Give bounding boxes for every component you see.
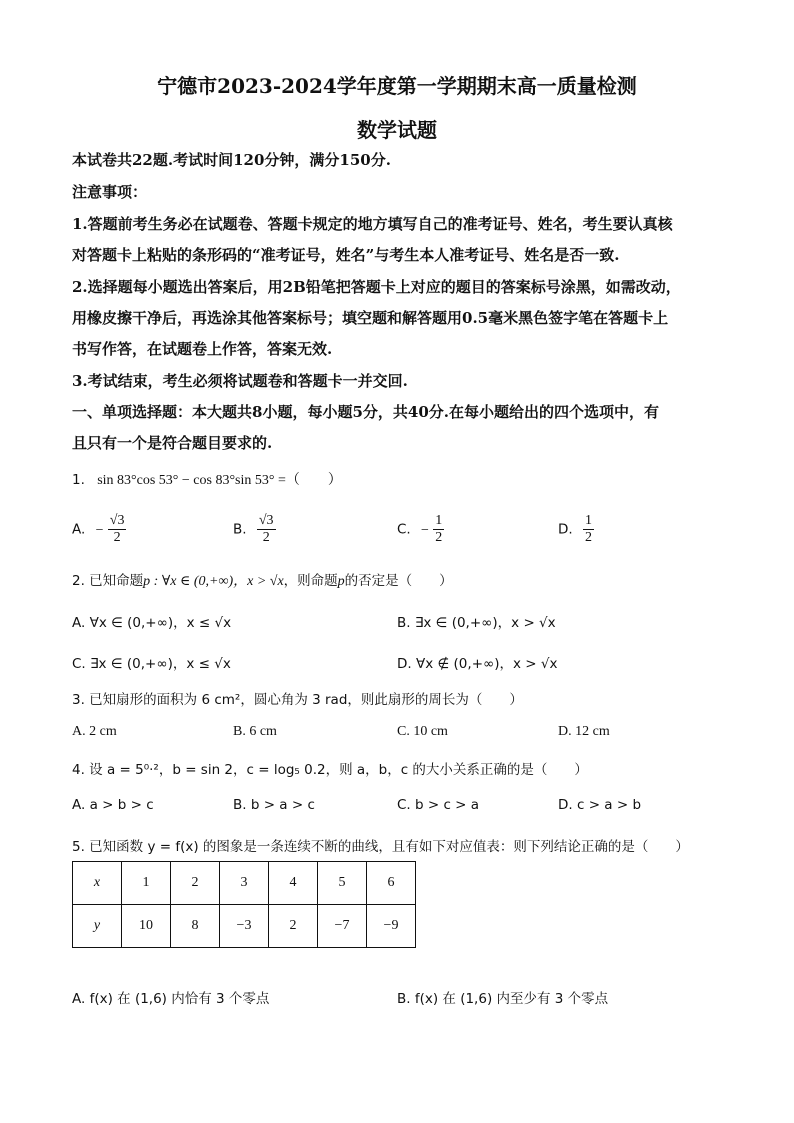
question-2-option-d: D. ∀x ∉ (0,+∞)，x > √x [397, 656, 558, 672]
question-2-stem-part: ，则命题 [283, 573, 338, 589]
fraction-numerator: √3 [258, 513, 274, 528]
question-3-option-d: D. 12 cm [558, 724, 610, 739]
fraction-numerator: 1 [584, 513, 592, 528]
option-sign: − [95, 522, 104, 538]
table-y-header: y [73, 905, 122, 948]
fraction-denominator: 2 [262, 530, 270, 545]
option-label: D. [558, 521, 573, 538]
question-2-option-a: A. ∀x ∈ (0,+∞)，x ≤ √x [72, 615, 232, 631]
option-label: C. [397, 521, 411, 538]
question-4-option-a: A. a > b > c [72, 797, 154, 813]
question-2 [72, 571, 722, 592]
fraction-numerator: 1 [435, 513, 443, 528]
table-row [73, 862, 416, 905]
fraction-denominator: 2 [584, 530, 592, 545]
notice-2-line-2: 用橡皮擦干净后，再选涂其他答案标号；填空题和解答题用0.5毫米黑色签字笔在答题卡上 [72, 309, 669, 327]
fraction-numerator: √3 [109, 513, 125, 528]
notice-1-line-1: 1.答题前考生务必在试题卷、答题卡规定的地方填写自己的准考证号、姓名，考生要认真核 [72, 215, 673, 233]
question-2-stem-part: 的否定是（ ） [344, 573, 453, 589]
question-5: 5. 已知函数 y = f(x) 的图象是一条连续不断的曲线，且有如下对应值表：则下列结论正确的是（ ） [72, 839, 689, 855]
exam-summary: 本试卷共22题.考试时间120分钟，满分150分. [72, 151, 391, 169]
question-3-option-a: A. 2 cm [72, 724, 117, 739]
value-table [72, 861, 416, 948]
option-label: B. [233, 521, 247, 538]
fraction-denominator: 2 [435, 530, 443, 545]
table-cell: 4 [269, 862, 318, 905]
question-1-option-c [397, 513, 444, 546]
table-x-header: x [73, 862, 122, 905]
question-1-option-d [558, 513, 594, 546]
table-cell: 8 [171, 905, 220, 948]
fraction-denominator: 2 [113, 530, 121, 545]
question-4-option-b: B. b > a > c [233, 797, 315, 813]
table-cell: −3 [220, 905, 269, 948]
table-cell: 5 [318, 862, 367, 905]
question-5-option-b: B. f(x) 在 (1,6) 内至少有 3 个零点 [397, 991, 609, 1007]
table-cell: 3 [220, 862, 269, 905]
notice-3: 3.考试结束，考生必须将试题卷和答题卡一并交回. [72, 372, 408, 390]
exam-title: 宁德市2023-2024学年度第一学期期末高一质量检测 [157, 74, 637, 98]
section-heading-line-2: 且只有一个是符合题目要求的. [72, 434, 273, 452]
table-cell: 10 [122, 905, 171, 948]
question-1-option-b [233, 513, 276, 546]
notice-2-line-1: 2.选择题每小题选出答案后，用2B铅笔把答题卡上对应的题目的答案标号涂黑，如需改动， [72, 278, 681, 296]
question-1 [72, 470, 722, 491]
question-2-stem-part: 2. 已知命题 [72, 573, 144, 589]
table-cell: −7 [318, 905, 367, 948]
question-3-option-b: B. 6 cm [233, 724, 277, 739]
question-3-option-c: C. 10 cm [397, 724, 448, 739]
question-2-proposition: p : ∀x ∈ (0,+∞)，x > √x [143, 574, 284, 589]
option-fraction [108, 513, 127, 546]
question-4-option-c: C. b > c > a [397, 797, 480, 813]
question-2-variable: p [337, 574, 345, 589]
notice-heading: 注意事项： [72, 183, 148, 201]
option-fraction [257, 513, 276, 546]
question-1-number: 1. [72, 472, 85, 488]
option-fraction [583, 513, 594, 546]
question-4: 4. 设 a = 5⁰·²，b = sin 2，c = log₅ 0.2，则 a，b，c 的大小关系正确的是（ ） [72, 762, 588, 778]
option-fraction [433, 513, 444, 546]
table-cell: 6 [367, 862, 416, 905]
question-3: 3. 已知扇形的面积为 6 cm²，圆心角为 3 rad，则此扇形的周长为（ ） [72, 692, 523, 708]
table-cell: 1 [122, 862, 171, 905]
table-cell: 2 [269, 905, 318, 948]
question-1-option-a [72, 513, 126, 546]
table-row [73, 905, 416, 948]
notice-1-line-2: 对答题卡上粘贴的条形码的“准考证号，姓名”与考生本人准考证号、姓名是否一致. [72, 246, 620, 264]
question-1-stem: sin 83°cos 53° − cos 83°sin 53° =（ ） [97, 473, 342, 488]
question-4-option-d: D. c > a > b [558, 797, 642, 813]
question-2-option-c: C. ∃x ∈ (0,+∞)，x ≤ √x [72, 656, 231, 672]
option-label: A. [72, 521, 86, 538]
table-cell: 2 [171, 862, 220, 905]
option-sign: − [421, 522, 429, 538]
section-heading-line-1: 一、单项选择题：本大题共8小题，每小题5分，共40分.在每小题给出的四个选项中，有 [72, 403, 659, 421]
question-2-option-b: B. ∃x ∈ (0,+∞)，x > √x [397, 615, 556, 631]
table-cell: −9 [367, 905, 416, 948]
exam-subtitle: 数学试题 [357, 118, 437, 142]
notice-2-line-3: 书写作答，在试题卷上作答，答案无效. [72, 340, 333, 358]
question-5-option-a: A. f(x) 在 (1,6) 内恰有 3 个零点 [72, 991, 270, 1007]
